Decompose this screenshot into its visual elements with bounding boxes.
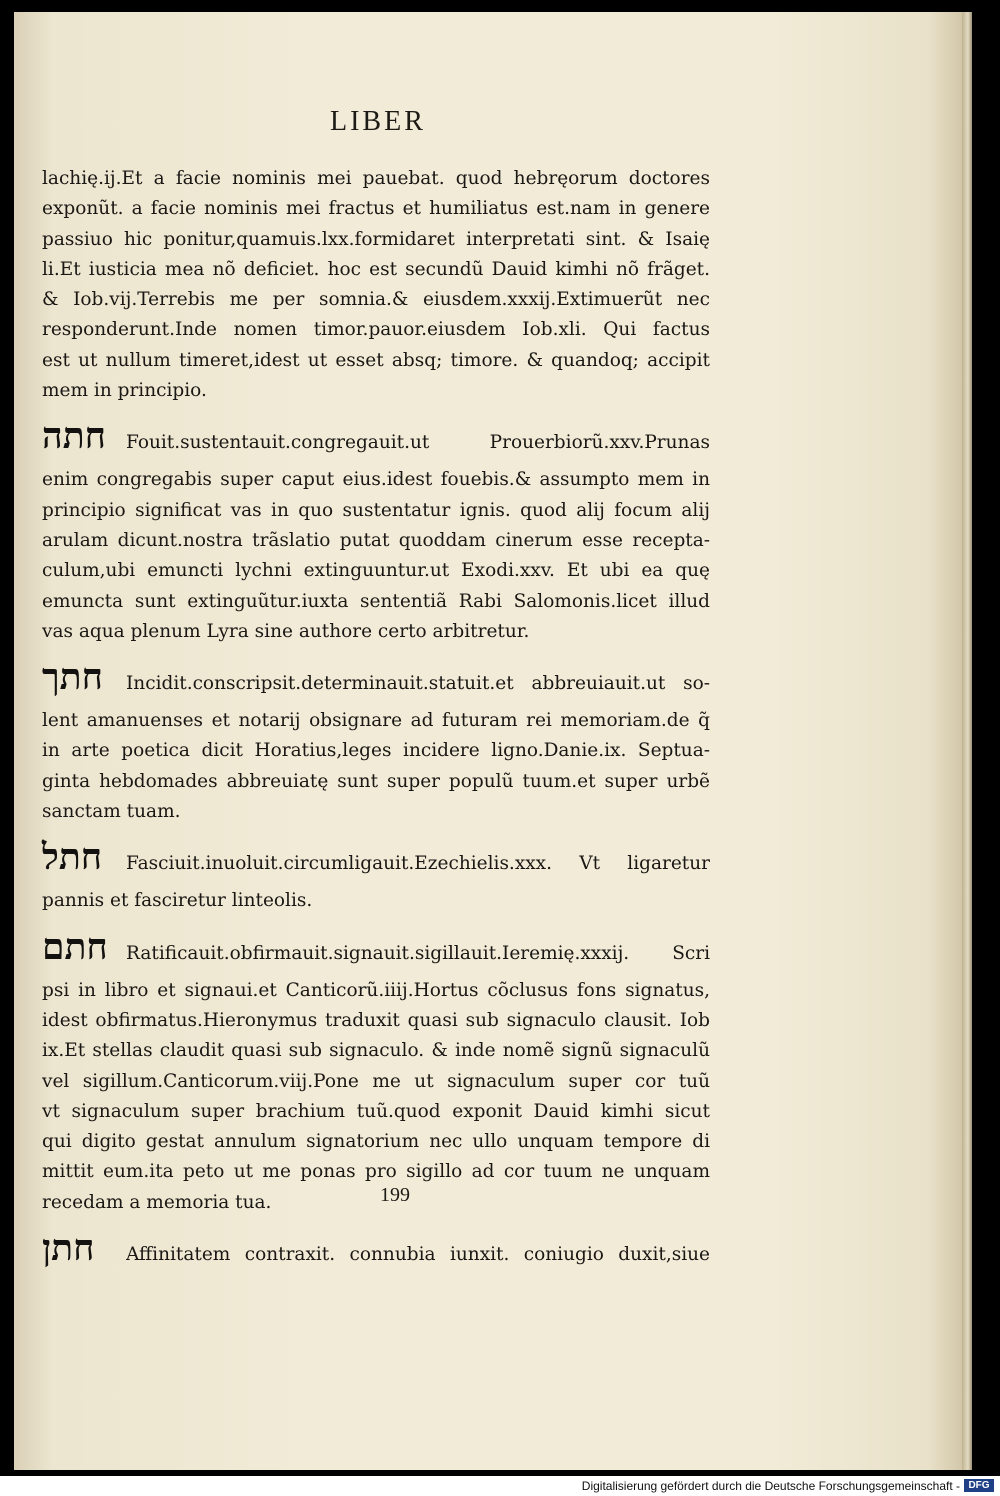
text-line: lachię.ij.Et a facie nominis mei pauebat. quod hebręorum doctores — [42, 168, 710, 189]
dictionary-entry — [42, 656, 710, 827]
entry-first-line — [42, 415, 710, 458]
text-line: vel sigillum.Canticorum.viij.Pone me ut signaculum super cor tuũ — [42, 1070, 710, 1092]
text-line: sanctam tuam. — [42, 801, 181, 823]
text-line: ix.Et stellas claudit quasi sub signaculo. & inde nomẽ signũ signaculũ — [42, 1040, 710, 1062]
dictionary-entries — [42, 415, 710, 1270]
text-line: est ut nullum timeret,idest ut esset absq; timore. & quandoq; accipit — [42, 349, 710, 371]
dfg-logo: DFG — [964, 1479, 994, 1492]
entry-gloss-first: Incidit.conscripsit.determinauit.statuit.et abbreuiauit.ut so- — [126, 673, 710, 695]
text-line: emuncta sunt extinguũtur.iuxta sententiã Rabi Salomonis.licet illud — [42, 590, 710, 612]
text-line: ginta hebdomades abbreuiatę sunt super populũ tuum.et super urbẽ — [42, 770, 710, 792]
entry-gloss-first: Fasciuit.inuoluit.circumligauit.Ezechielis.xxx. Vt ligaretur — [126, 853, 710, 875]
hebrew-headword: חתם — [42, 925, 108, 968]
text-line: mittit eum.ita peto ut me ponas pro sigillo ad cor tuum ne unquam — [42, 1161, 710, 1183]
footer-credit: Digitalisierung gefördert durch die Deutsche Forschungsgemeinschaft - — [581, 1479, 960, 1493]
entry-gloss-first: Fouit.sustentauit.congregauit.ut Prouerbiorũ.xxv.Prunas — [126, 432, 710, 454]
text-line: pannis et fasciretur linteolis. — [42, 890, 313, 912]
text-line: mem in principio. — [42, 380, 207, 402]
page-edge — [962, 12, 972, 1470]
dictionary-entry — [42, 836, 710, 916]
hebrew-headword: חתך — [42, 656, 103, 699]
text-block — [42, 164, 710, 1270]
entry-gloss-first: Ratificauit.obfirmauit.signauit.sigillauit.Ieremię.xxxij. Scri — [126, 942, 710, 964]
text-line: & Iob.vij.Terrebis me per somnia.& eiusdem.xxxij.Extimuerũt nec — [42, 289, 710, 311]
dictionary-entry — [42, 1227, 710, 1270]
text-line: exponũt. a facie nominis mei fractus et humiliatus est.nam in genere — [42, 198, 710, 220]
intro-paragraph — [42, 164, 710, 406]
text-line: idest obfirmatus.Hieronymus traduxit quasi sub signaculo clausit. Iob — [42, 1009, 710, 1031]
text-line: principio significat vas in quo sustentatur ignis. quod alij focum alij — [42, 499, 710, 521]
running-head: LIBER — [330, 106, 426, 137]
text-line: responderunt.Inde nomen timor.pauor.eiusdem Iob.xli. Qui factus — [42, 319, 710, 341]
text-line: arulam dicunt.nostra trãslatio putat quoddam cinerum esse recepta- — [42, 529, 710, 551]
text-line: in arte poetica dicit Horatius,leges incidere ligno.Danie.ix. Septua- — [42, 740, 710, 762]
dictionary-entry — [42, 925, 710, 1218]
entry-first-line — [42, 925, 710, 968]
entry-first-line — [42, 836, 710, 879]
dictionary-entry — [42, 415, 710, 647]
text-line: lent amanuenses et notarij obsignare ad futuram rei memoriam.de q̃ — [42, 710, 710, 732]
page-number: 199 — [380, 1184, 410, 1206]
hebrew-headword: חתן — [42, 1227, 95, 1270]
text-line: enim congregabis super caput eius.idest fouebis.& assumpto mem in — [42, 469, 710, 491]
entry-first-line — [42, 1227, 710, 1270]
entry-gloss-first: Affinitatem contraxit. connubia iunxit. coniugio duxit,siue — [126, 1244, 710, 1266]
footer-bar — [0, 1476, 1000, 1496]
text-line: qui digito gestat annulum signatorium nec ullo unquam tempore di — [42, 1131, 710, 1153]
text-line: passiuo hic ponitur,quamuis.lxx.formidaret interpretati sint. & Isaię — [42, 228, 710, 250]
text-line: psi in libro et signaui.et Canticorũ.iiij.Hortus cõclusus fons signatus, — [42, 979, 710, 1001]
text-line: vas aqua plenum Lyra sine authore certo arbitretur. — [42, 620, 530, 642]
text-line: recedam a memoria tua. — [42, 1191, 272, 1213]
text-line: li.Et iusticia mea nõ deficiet. hoc est secundũ Dauid kimhi nõ frãget. — [42, 258, 710, 280]
text-line: vt signaculum super brachium tuũ.quod exponit Dauid kimhi sicut — [42, 1100, 710, 1122]
hebrew-headword: חתה — [42, 415, 106, 458]
text-line: culum,ubi emuncti lychni extinguuntur.ut Exodi.xxv. Et ubi ea quę — [42, 560, 710, 582]
book-page — [14, 12, 966, 1470]
hebrew-headword: חתל — [42, 836, 103, 879]
entry-first-line — [42, 656, 710, 699]
